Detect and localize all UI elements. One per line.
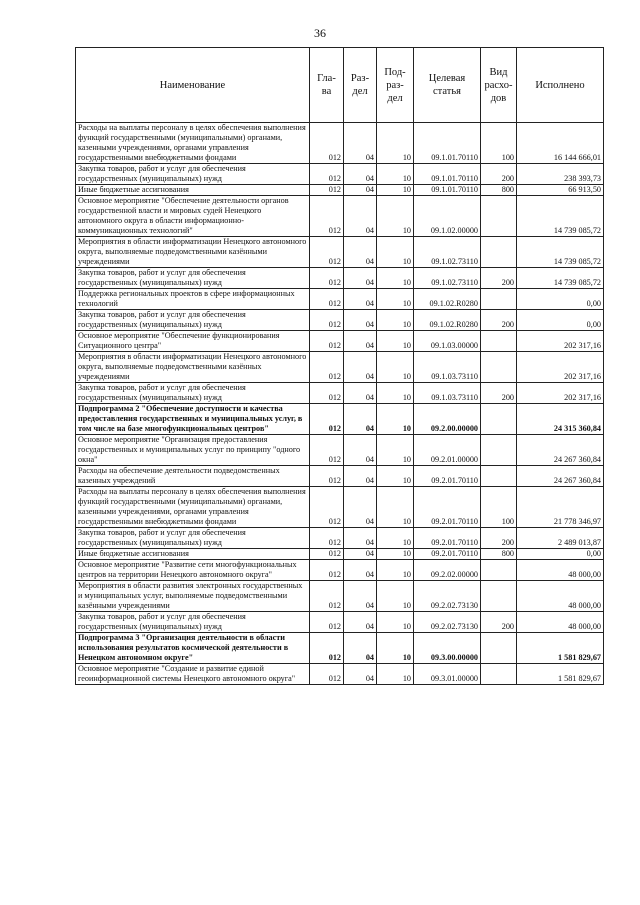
row-celevaya: 09.3.00.00000 xyxy=(414,633,481,664)
row-vid xyxy=(481,352,517,383)
row-glava: 012 xyxy=(310,664,344,685)
row-podrazdel: 10 xyxy=(377,581,414,612)
row-podrazdel: 10 xyxy=(377,268,414,289)
row-podrazdel: 10 xyxy=(377,331,414,352)
row-razdel: 04 xyxy=(344,435,377,466)
table-row xyxy=(76,466,604,487)
table-row xyxy=(76,196,604,237)
row-razdel: 04 xyxy=(344,487,377,528)
table-row xyxy=(76,404,604,435)
budget-table xyxy=(75,47,604,685)
row-razdel: 04 xyxy=(344,664,377,685)
row-name: Основное мероприятие "Развитие сети многофункциональных центров на территории Ненецкого автономного округа" xyxy=(76,560,310,581)
row-ispolneno: 48 000,00 xyxy=(517,581,604,612)
row-razdel: 04 xyxy=(344,528,377,549)
row-vid xyxy=(481,196,517,237)
row-razdel: 04 xyxy=(344,549,377,560)
row-glava: 012 xyxy=(310,435,344,466)
page-number: 36 xyxy=(314,26,326,40)
row-vid xyxy=(481,237,517,268)
row-vid: 200 xyxy=(481,164,517,185)
row-glava: 012 xyxy=(310,331,344,352)
row-glava: 012 xyxy=(310,237,344,268)
row-celevaya: 09.3.01.00000 xyxy=(414,664,481,685)
header-row xyxy=(76,48,604,123)
row-podrazdel: 10 xyxy=(377,123,414,164)
row-ispolneno: 2 489 013,87 xyxy=(517,528,604,549)
row-vid: 100 xyxy=(481,487,517,528)
row-glava: 012 xyxy=(310,404,344,435)
row-razdel: 04 xyxy=(344,310,377,331)
row-celevaya: 09.1.03.73110 xyxy=(414,383,481,404)
row-celevaya: 09.2.02.73130 xyxy=(414,581,481,612)
table-row xyxy=(76,560,604,581)
row-name: Подпрограмма 3 "Организация деятельности в области использования результатов космической деятельности в Ненецком автономном округе" xyxy=(76,633,310,664)
row-glava: 012 xyxy=(310,289,344,310)
table-row xyxy=(76,310,604,331)
row-ispolneno: 16 144 666,01 xyxy=(517,123,604,164)
row-name: Закупка товаров, работ и услуг для обеспечения государственных (муниципальных) нужд xyxy=(76,164,310,185)
row-celevaya: 09.1.02.00000 xyxy=(414,196,481,237)
row-vid: 200 xyxy=(481,268,517,289)
row-razdel: 04 xyxy=(344,352,377,383)
row-name: Подпрограмма 2 "Обеспечение доступности и качества предоставления государственных и муниципальных услуг, в том числе на базе многофункциональных центров" xyxy=(76,404,310,435)
table-row xyxy=(76,289,604,310)
row-ispolneno: 0,00 xyxy=(517,310,604,331)
row-podrazdel: 10 xyxy=(377,237,414,268)
row-vid xyxy=(481,404,517,435)
row-name: Основное мероприятие "Обеспечение деятельности органов государственной власти и мировых судей Ненецкого автономного округа в области информационно-коммуникационных технологий" xyxy=(76,196,310,237)
row-glava: 012 xyxy=(310,185,344,196)
row-glava: 012 xyxy=(310,383,344,404)
row-ispolneno: 48 000,00 xyxy=(517,612,604,633)
row-vid: 200 xyxy=(481,383,517,404)
row-name: Мероприятия в области информатизации Ненецкого автономного округа, выполняемые подведомственными казёнными учреждениями xyxy=(76,237,310,268)
row-vid xyxy=(481,633,517,664)
row-glava: 012 xyxy=(310,612,344,633)
row-name: Основное мероприятие "Организация предоставления государственных и муниципальных услуг по принципу "одного окна" xyxy=(76,435,310,466)
row-razdel: 04 xyxy=(344,196,377,237)
row-podrazdel: 10 xyxy=(377,466,414,487)
table-row xyxy=(76,185,604,196)
row-vid: 100 xyxy=(481,123,517,164)
table-row xyxy=(76,352,604,383)
row-celevaya: 09.1.01.70110 xyxy=(414,185,481,196)
row-razdel: 04 xyxy=(344,331,377,352)
row-celevaya: 09.2.01.70110 xyxy=(414,528,481,549)
row-glava: 012 xyxy=(310,487,344,528)
row-name: Поддержка региональных проектов в сфере информационных технологий xyxy=(76,289,310,310)
row-vid xyxy=(481,560,517,581)
row-vid: 800 xyxy=(481,185,517,196)
row-celevaya: 09.1.01.70110 xyxy=(414,164,481,185)
table-row xyxy=(76,581,604,612)
table-body xyxy=(76,123,604,685)
row-glava: 012 xyxy=(310,123,344,164)
row-vid xyxy=(481,664,517,685)
row-ispolneno: 202 317,16 xyxy=(517,352,604,383)
row-celevaya: 09.2.02.73130 xyxy=(414,612,481,633)
table-row xyxy=(76,528,604,549)
row-ispolneno: 238 393,73 xyxy=(517,164,604,185)
row-podrazdel: 10 xyxy=(377,310,414,331)
row-glava: 012 xyxy=(310,164,344,185)
table-row xyxy=(76,237,604,268)
row-podrazdel: 10 xyxy=(377,612,414,633)
row-celevaya: 09.2.02.00000 xyxy=(414,560,481,581)
row-ispolneno: 202 317,16 xyxy=(517,331,604,352)
row-name: Закупка товаров, работ и услуг для обеспечения государственных (муниципальных) нужд xyxy=(76,268,310,289)
row-razdel: 04 xyxy=(344,466,377,487)
row-razdel: 04 xyxy=(344,268,377,289)
table-row xyxy=(76,435,604,466)
row-podrazdel: 10 xyxy=(377,289,414,310)
header-podrazdel: Под- раз- дел xyxy=(377,48,414,123)
row-razdel: 04 xyxy=(344,633,377,664)
row-podrazdel: 10 xyxy=(377,549,414,560)
row-name: Закупка товаров, работ и услуг для обеспечения государственных (муниципальных) нужд xyxy=(76,310,310,331)
row-razdel: 04 xyxy=(344,185,377,196)
row-celevaya: 09.1.02.R0280 xyxy=(414,310,481,331)
row-glava: 012 xyxy=(310,528,344,549)
table-row xyxy=(76,123,604,164)
row-ispolneno: 0,00 xyxy=(517,549,604,560)
row-ispolneno: 1 581 829,67 xyxy=(517,664,604,685)
row-name: Основное мероприятие "Создание и развитие единой геоинформационной системы Ненецкого автономного округа" xyxy=(76,664,310,685)
row-celevaya: 09.1.03.00000 xyxy=(414,331,481,352)
row-name: Закупка товаров, работ и услуг для обеспечения государственных (муниципальных) нужд xyxy=(76,528,310,549)
row-glava: 012 xyxy=(310,581,344,612)
table-row xyxy=(76,664,604,685)
row-vid: 200 xyxy=(481,528,517,549)
row-celevaya: 09.1.02.73110 xyxy=(414,237,481,268)
table-row xyxy=(76,633,604,664)
header-glava: Гла- ва xyxy=(310,48,344,123)
row-vid: 800 xyxy=(481,549,517,560)
row-ispolneno: 0,00 xyxy=(517,289,604,310)
row-name: Расходы на выплаты персоналу в целях обеспечения выполнения функций государственными (муниципальными) органами, казенными учреждениями, органами управления государственными внебюджетными фондами xyxy=(76,487,310,528)
header-ispolneno: Исполнено xyxy=(517,48,604,123)
table-row xyxy=(76,549,604,560)
row-vid xyxy=(481,466,517,487)
row-razdel: 04 xyxy=(344,237,377,268)
row-celevaya: 09.2.00.00000 xyxy=(414,404,481,435)
header-razdel: Раз- дел xyxy=(344,48,377,123)
row-name: Иные бюджетные ассигнования xyxy=(76,549,310,560)
row-ispolneno: 1 581 829,67 xyxy=(517,633,604,664)
row-razdel: 04 xyxy=(344,612,377,633)
table-row xyxy=(76,383,604,404)
row-ispolneno: 24 267 360,84 xyxy=(517,435,604,466)
row-name: Закупка товаров, работ и услуг для обеспечения государственных (муниципальных) нужд xyxy=(76,383,310,404)
table-row xyxy=(76,487,604,528)
header-name: Наименование xyxy=(76,48,310,123)
row-razdel: 04 xyxy=(344,289,377,310)
row-vid: 200 xyxy=(481,612,517,633)
row-celevaya: 09.2.01.70110 xyxy=(414,487,481,528)
row-razdel: 04 xyxy=(344,383,377,404)
row-celevaya: 09.2.01.70110 xyxy=(414,466,481,487)
row-razdel: 04 xyxy=(344,404,377,435)
row-name: Мероприятия в области информатизации Ненецкого автономного округа, выполняемые подведомственными казённых учреждениями xyxy=(76,352,310,383)
row-podrazdel: 10 xyxy=(377,196,414,237)
row-glava: 012 xyxy=(310,352,344,383)
table-row xyxy=(76,268,604,289)
row-celevaya: 09.1.02.R0280 xyxy=(414,289,481,310)
row-razdel: 04 xyxy=(344,581,377,612)
row-celevaya: 09.1.01.70110 xyxy=(414,123,481,164)
row-vid: 200 xyxy=(481,310,517,331)
row-name: Иные бюджетные ассигнования xyxy=(76,185,310,196)
row-name: Расходы на обеспечение деятельности подведомственных казенных учреждений xyxy=(76,466,310,487)
row-razdel: 04 xyxy=(344,164,377,185)
table-row xyxy=(76,612,604,633)
row-glava: 012 xyxy=(310,560,344,581)
row-ispolneno: 48 000,00 xyxy=(517,560,604,581)
table-row xyxy=(76,331,604,352)
row-podrazdel: 10 xyxy=(377,435,414,466)
row-vid xyxy=(481,435,517,466)
row-celevaya: 09.2.01.70110 xyxy=(414,549,481,560)
header-celevaya: Целевая статья xyxy=(414,48,481,123)
row-razdel: 04 xyxy=(344,123,377,164)
row-glava: 012 xyxy=(310,633,344,664)
row-podrazdel: 10 xyxy=(377,528,414,549)
row-razdel: 04 xyxy=(344,560,377,581)
row-podrazdel: 10 xyxy=(377,383,414,404)
row-podrazdel: 10 xyxy=(377,664,414,685)
row-ispolneno: 202 317,16 xyxy=(517,383,604,404)
row-podrazdel: 10 xyxy=(377,487,414,528)
row-podrazdel: 10 xyxy=(377,633,414,664)
row-vid xyxy=(481,331,517,352)
row-glava: 012 xyxy=(310,466,344,487)
row-glava: 012 xyxy=(310,310,344,331)
row-podrazdel: 10 xyxy=(377,404,414,435)
row-ispolneno: 14 739 085,72 xyxy=(517,237,604,268)
header-vid: Вид расхо- дов xyxy=(481,48,517,123)
row-ispolneno: 14 739 085,72 xyxy=(517,268,604,289)
row-vid xyxy=(481,581,517,612)
row-glava: 012 xyxy=(310,549,344,560)
row-celevaya: 09.1.02.73110 xyxy=(414,268,481,289)
row-name: Закупка товаров, работ и услуг для обеспечения государственных (муниципальных) нужд xyxy=(76,612,310,633)
row-name: Расходы на выплаты персоналу в целях обеспечения выполнения функций государственными (муниципальными) органами, казенными учреждениями, органами управления государственными внебюджетными фондами xyxy=(76,123,310,164)
row-vid xyxy=(481,289,517,310)
row-celevaya: 09.2.01.00000 xyxy=(414,435,481,466)
row-podrazdel: 10 xyxy=(377,560,414,581)
row-name: Основное мероприятие "Обеспечение функционирования Ситуационного центра" xyxy=(76,331,310,352)
row-podrazdel: 10 xyxy=(377,352,414,383)
row-podrazdel: 10 xyxy=(377,185,414,196)
table-row xyxy=(76,164,604,185)
row-podrazdel: 10 xyxy=(377,164,414,185)
row-celevaya: 09.1.03.73110 xyxy=(414,352,481,383)
row-glava: 012 xyxy=(310,268,344,289)
row-name: Мероприятия в области развития электронных государственных и муниципальных услуг, выполняемые подведомственными казёнными учреждениями xyxy=(76,581,310,612)
row-glava: 012 xyxy=(310,196,344,237)
row-ispolneno: 24 267 360,84 xyxy=(517,466,604,487)
row-ispolneno: 21 778 346,97 xyxy=(517,487,604,528)
row-ispolneno: 66 913,50 xyxy=(517,185,604,196)
row-ispolneno: 24 315 360,84 xyxy=(517,404,604,435)
row-ispolneno: 14 739 085,72 xyxy=(517,196,604,237)
